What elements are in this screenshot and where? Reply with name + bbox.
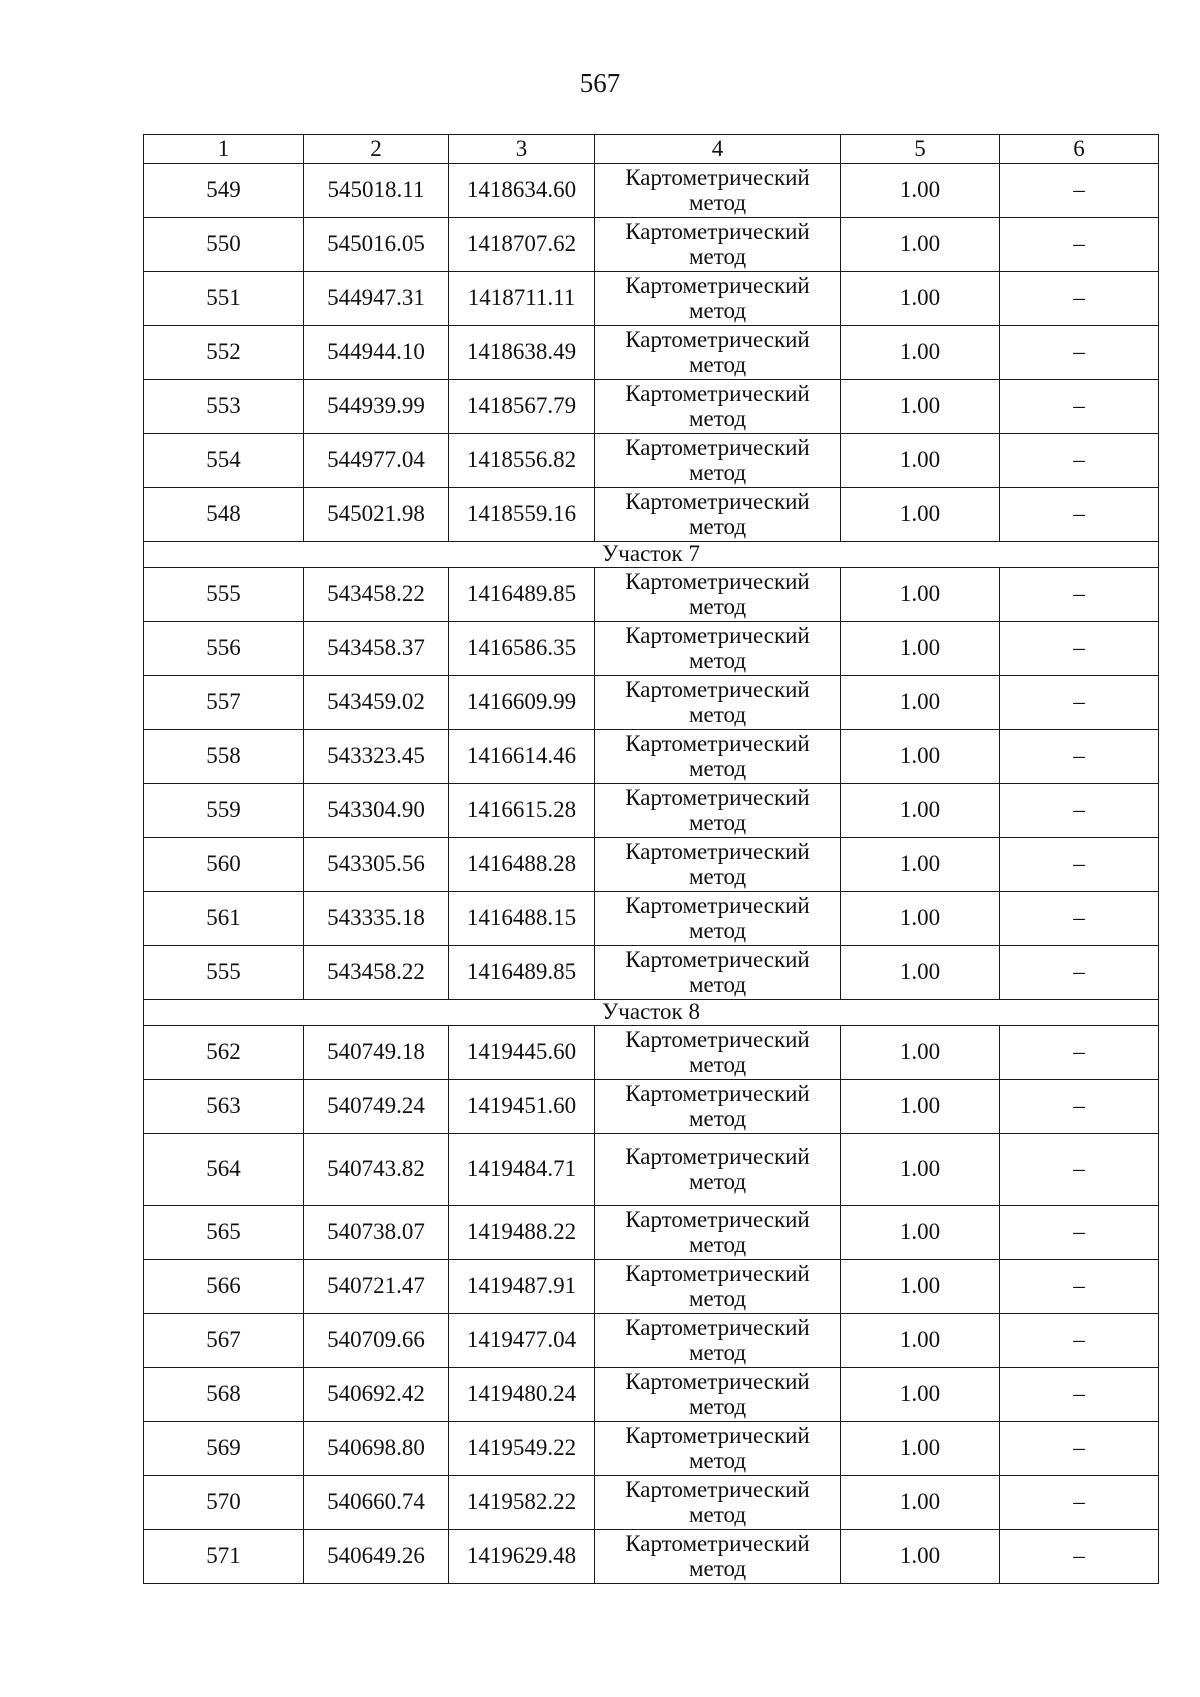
table-row xyxy=(144,326,1159,380)
note-cell: – xyxy=(1000,1260,1159,1314)
y-coordinate-cell: 1419445.60 xyxy=(449,1026,595,1080)
precision-cell: 1.00 xyxy=(841,784,1000,838)
point-number-cell: 562 xyxy=(144,1026,304,1080)
table-row xyxy=(144,1314,1159,1368)
header-cell: 2 xyxy=(304,135,449,164)
method-cell xyxy=(595,622,841,676)
y-coordinate-cell: 1419480.24 xyxy=(449,1368,595,1422)
method-line-1: Картометрический xyxy=(625,1315,810,1341)
note-cell: – xyxy=(1000,1080,1159,1134)
x-coordinate-cell: 545016.05 xyxy=(304,218,449,272)
precision-cell: 1.00 xyxy=(841,1260,1000,1314)
method-cell xyxy=(595,380,841,434)
x-coordinate-cell: 543459.02 xyxy=(304,676,449,730)
note-cell: – xyxy=(1000,784,1159,838)
precision-cell: 1.00 xyxy=(841,164,1000,218)
header-cell: 4 xyxy=(595,135,841,164)
method-cell xyxy=(595,1260,841,1314)
x-coordinate-cell: 543458.22 xyxy=(304,568,449,622)
section-title: Участок 8 xyxy=(144,1000,1159,1026)
y-coordinate-cell: 1418711.11 xyxy=(449,272,595,326)
precision-cell: 1.00 xyxy=(841,730,1000,784)
method-line-2: метод xyxy=(688,1555,747,1581)
table-row xyxy=(144,568,1159,622)
x-coordinate-cell: 540749.24 xyxy=(304,1080,449,1134)
note-cell: – xyxy=(1000,1314,1159,1368)
method-line-1: Картометрический xyxy=(625,1027,810,1053)
y-coordinate-cell: 1418556.82 xyxy=(449,434,595,488)
point-number-cell: 564 xyxy=(144,1134,304,1206)
table-row xyxy=(144,1080,1159,1134)
precision-cell: 1.00 xyxy=(841,1026,1000,1080)
method-line-1: Картометрический xyxy=(625,839,810,865)
method-line-2: метод xyxy=(688,243,747,269)
precision-cell: 1.00 xyxy=(841,380,1000,434)
point-number-cell: 566 xyxy=(144,1260,304,1314)
method-line-1: Картометрический xyxy=(625,1477,810,1503)
method-line-2: метод xyxy=(688,351,747,377)
y-coordinate-cell: 1419549.22 xyxy=(449,1422,595,1476)
x-coordinate-cell: 544944.10 xyxy=(304,326,449,380)
method-line-1: Картометрический xyxy=(625,165,810,191)
y-coordinate-cell: 1418567.79 xyxy=(449,380,595,434)
table-body xyxy=(144,135,1159,1584)
method-line-1: Картометрический xyxy=(625,381,810,407)
note-cell: – xyxy=(1000,1476,1159,1530)
x-coordinate-cell: 543458.22 xyxy=(304,946,449,1000)
method-line-2: метод xyxy=(688,1105,747,1131)
point-number-cell: 563 xyxy=(144,1080,304,1134)
point-number-cell: 568 xyxy=(144,1368,304,1422)
method-line-1: Картометрический xyxy=(625,1081,810,1107)
table-row xyxy=(144,1422,1159,1476)
point-number-cell: 571 xyxy=(144,1530,304,1584)
x-coordinate-cell: 545018.11 xyxy=(304,164,449,218)
method-cell xyxy=(595,272,841,326)
table-row xyxy=(144,380,1159,434)
point-number-cell: 554 xyxy=(144,434,304,488)
precision-cell: 1.00 xyxy=(841,488,1000,542)
table-row xyxy=(144,730,1159,784)
method-line-1: Картометрический xyxy=(625,947,810,973)
y-coordinate-cell: 1416615.28 xyxy=(449,784,595,838)
method-cell xyxy=(595,568,841,622)
table-row xyxy=(144,488,1159,542)
method-line-2: метод xyxy=(688,1447,747,1473)
method-cell xyxy=(595,1422,841,1476)
method-cell xyxy=(595,488,841,542)
point-number-cell: 551 xyxy=(144,272,304,326)
point-number-cell: 550 xyxy=(144,218,304,272)
method-line-1: Картометрический xyxy=(625,489,810,515)
x-coordinate-cell: 540743.82 xyxy=(304,1134,449,1206)
method-line-1: Картометрический xyxy=(625,677,810,703)
method-line-2: метод xyxy=(688,593,747,619)
method-line-1: Картометрический xyxy=(625,785,810,811)
x-coordinate-cell: 540709.66 xyxy=(304,1314,449,1368)
method-line-2: метод xyxy=(688,1393,747,1419)
method-cell xyxy=(595,730,841,784)
method-line-2: метод xyxy=(688,1168,747,1194)
precision-cell: 1.00 xyxy=(841,838,1000,892)
note-cell: – xyxy=(1000,218,1159,272)
precision-cell: 1.00 xyxy=(841,1476,1000,1530)
table-row xyxy=(144,946,1159,1000)
y-coordinate-cell: 1419629.48 xyxy=(449,1530,595,1584)
x-coordinate-cell: 543323.45 xyxy=(304,730,449,784)
method-line-1: Картометрический xyxy=(625,731,810,757)
table-row xyxy=(144,1476,1159,1530)
precision-cell: 1.00 xyxy=(841,326,1000,380)
note-cell: – xyxy=(1000,1026,1159,1080)
method-line-1: Картометрический xyxy=(625,1531,810,1557)
x-coordinate-cell: 545021.98 xyxy=(304,488,449,542)
header-cell: 1 xyxy=(144,135,304,164)
point-number-cell: 552 xyxy=(144,326,304,380)
point-number-cell: 549 xyxy=(144,164,304,218)
y-coordinate-cell: 1419582.22 xyxy=(449,1476,595,1530)
method-line-2: метод xyxy=(688,1051,747,1077)
y-coordinate-cell: 1418638.49 xyxy=(449,326,595,380)
note-cell: – xyxy=(1000,1422,1159,1476)
point-number-cell: 567 xyxy=(144,1314,304,1368)
table-row xyxy=(144,676,1159,730)
method-cell xyxy=(595,218,841,272)
note-cell: – xyxy=(1000,838,1159,892)
method-line-2: метод xyxy=(688,405,747,431)
method-line-2: метод xyxy=(688,755,747,781)
x-coordinate-cell: 543458.37 xyxy=(304,622,449,676)
y-coordinate-cell: 1416488.15 xyxy=(449,892,595,946)
x-coordinate-cell: 543304.90 xyxy=(304,784,449,838)
table-row xyxy=(144,892,1159,946)
method-line-2: метод xyxy=(688,1339,747,1365)
note-cell: – xyxy=(1000,622,1159,676)
method-line-1: Картометрический xyxy=(625,1144,810,1170)
x-coordinate-cell: 544977.04 xyxy=(304,434,449,488)
y-coordinate-cell: 1416489.85 xyxy=(449,568,595,622)
y-coordinate-cell: 1418707.62 xyxy=(449,218,595,272)
method-cell xyxy=(595,946,841,1000)
method-cell xyxy=(595,434,841,488)
table-row xyxy=(144,164,1159,218)
y-coordinate-cell: 1416609.99 xyxy=(449,676,595,730)
method-line-2: метод xyxy=(688,917,747,943)
method-line-2: метод xyxy=(688,459,747,485)
note-cell: – xyxy=(1000,380,1159,434)
note-cell: – xyxy=(1000,568,1159,622)
point-number-cell: 558 xyxy=(144,730,304,784)
method-cell xyxy=(595,676,841,730)
method-line-1: Картометрический xyxy=(625,1207,810,1233)
y-coordinate-cell: 1416489.85 xyxy=(449,946,595,1000)
table-row xyxy=(144,1368,1159,1422)
note-cell: – xyxy=(1000,730,1159,784)
table-row xyxy=(144,434,1159,488)
y-coordinate-cell: 1419484.71 xyxy=(449,1134,595,1206)
point-number-cell: 556 xyxy=(144,622,304,676)
method-line-1: Картометрический xyxy=(625,327,810,353)
y-coordinate-cell: 1419477.04 xyxy=(449,1314,595,1368)
method-line-2: метод xyxy=(688,1501,747,1527)
y-coordinate-cell: 1419451.60 xyxy=(449,1080,595,1134)
precision-cell: 1.00 xyxy=(841,1134,1000,1206)
table-row xyxy=(144,272,1159,326)
method-line-1: Картометрический xyxy=(625,1369,810,1395)
precision-cell: 1.00 xyxy=(841,218,1000,272)
x-coordinate-cell: 540692.42 xyxy=(304,1368,449,1422)
note-cell: – xyxy=(1000,676,1159,730)
x-coordinate-cell: 540721.47 xyxy=(304,1260,449,1314)
page-number: 567 xyxy=(579,68,621,98)
precision-cell: 1.00 xyxy=(841,434,1000,488)
point-number-cell: 553 xyxy=(144,380,304,434)
x-coordinate-cell: 540749.18 xyxy=(304,1026,449,1080)
table-row xyxy=(144,1206,1159,1260)
method-line-2: метод xyxy=(688,1285,747,1311)
precision-cell: 1.00 xyxy=(841,622,1000,676)
method-line-1: Картометрический xyxy=(625,435,810,461)
x-coordinate-cell: 540649.26 xyxy=(304,1530,449,1584)
y-coordinate-cell: 1418634.60 xyxy=(449,164,595,218)
note-cell: – xyxy=(1000,892,1159,946)
method-cell xyxy=(595,1134,841,1206)
section-header-row xyxy=(144,542,1159,568)
method-cell xyxy=(595,164,841,218)
method-cell xyxy=(595,1368,841,1422)
method-line-2: метод xyxy=(688,513,747,539)
x-coordinate-cell: 540738.07 xyxy=(304,1206,449,1260)
method-line-1: Картометрический xyxy=(625,1261,810,1287)
method-line-2: метод xyxy=(688,809,747,835)
x-coordinate-cell: 543335.18 xyxy=(304,892,449,946)
table-row xyxy=(144,784,1159,838)
point-number-cell: 555 xyxy=(144,568,304,622)
header-row xyxy=(144,135,1159,164)
section-title: Участок 7 xyxy=(144,542,1159,568)
precision-cell: 1.00 xyxy=(841,946,1000,1000)
note-cell: – xyxy=(1000,164,1159,218)
note-cell: – xyxy=(1000,1368,1159,1422)
point-number-cell: 548 xyxy=(144,488,304,542)
header-cell: 5 xyxy=(841,135,1000,164)
precision-cell: 1.00 xyxy=(841,1080,1000,1134)
precision-cell: 1.00 xyxy=(841,892,1000,946)
point-number-cell: 565 xyxy=(144,1206,304,1260)
precision-cell: 1.00 xyxy=(841,568,1000,622)
note-cell: – xyxy=(1000,1530,1159,1584)
point-number-cell: 560 xyxy=(144,838,304,892)
note-cell: – xyxy=(1000,272,1159,326)
note-cell: – xyxy=(1000,488,1159,542)
method-cell xyxy=(595,1080,841,1134)
method-line-2: метод xyxy=(688,701,747,727)
section-header-row xyxy=(144,1000,1159,1026)
table-row xyxy=(144,1530,1159,1584)
method-cell xyxy=(595,1206,841,1260)
point-number-cell: 570 xyxy=(144,1476,304,1530)
y-coordinate-cell: 1416488.28 xyxy=(449,838,595,892)
precision-cell: 1.00 xyxy=(841,1368,1000,1422)
method-line-1: Картометрический xyxy=(625,273,810,299)
table-row xyxy=(144,622,1159,676)
precision-cell: 1.00 xyxy=(841,1530,1000,1584)
table-row xyxy=(144,1260,1159,1314)
y-coordinate-cell: 1416586.35 xyxy=(449,622,595,676)
method-cell xyxy=(595,1026,841,1080)
table-row xyxy=(144,1134,1159,1206)
method-line-2: метод xyxy=(688,647,747,673)
x-coordinate-cell: 540660.74 xyxy=(304,1476,449,1530)
method-cell xyxy=(595,1476,841,1530)
point-number-cell: 561 xyxy=(144,892,304,946)
method-cell xyxy=(595,784,841,838)
method-line-1: Картометрический xyxy=(625,569,810,595)
method-line-1: Картометрический xyxy=(625,219,810,245)
precision-cell: 1.00 xyxy=(841,1422,1000,1476)
x-coordinate-cell: 543305.56 xyxy=(304,838,449,892)
note-cell: – xyxy=(1000,1134,1159,1206)
precision-cell: 1.00 xyxy=(841,272,1000,326)
method-line-1: Картометрический xyxy=(625,623,810,649)
y-coordinate-cell: 1416614.46 xyxy=(449,730,595,784)
coordinates-table xyxy=(143,134,1159,1584)
method-line-2: метод xyxy=(688,1231,747,1257)
header-cell: 3 xyxy=(449,135,595,164)
precision-cell: 1.00 xyxy=(841,1206,1000,1260)
method-line-2: метод xyxy=(688,863,747,889)
method-cell xyxy=(595,1530,841,1584)
y-coordinate-cell: 1418559.16 xyxy=(449,488,595,542)
method-cell xyxy=(595,892,841,946)
note-cell: – xyxy=(1000,1206,1159,1260)
x-coordinate-cell: 540698.80 xyxy=(304,1422,449,1476)
method-cell xyxy=(595,838,841,892)
precision-cell: 1.00 xyxy=(841,676,1000,730)
point-number-cell: 555 xyxy=(144,946,304,1000)
point-number-cell: 569 xyxy=(144,1422,304,1476)
note-cell: – xyxy=(1000,326,1159,380)
point-number-cell: 559 xyxy=(144,784,304,838)
table-row xyxy=(144,838,1159,892)
method-line-2: метод xyxy=(688,189,747,215)
table-row xyxy=(144,1026,1159,1080)
method-cell xyxy=(595,1314,841,1368)
note-cell: – xyxy=(1000,434,1159,488)
x-coordinate-cell: 544947.31 xyxy=(304,272,449,326)
y-coordinate-cell: 1419488.22 xyxy=(449,1206,595,1260)
point-number-cell: 557 xyxy=(144,676,304,730)
table-row xyxy=(144,218,1159,272)
header-cell: 6 xyxy=(1000,135,1159,164)
x-coordinate-cell: 544939.99 xyxy=(304,380,449,434)
precision-cell: 1.00 xyxy=(841,1314,1000,1368)
method-line-1: Картометрический xyxy=(625,1423,810,1449)
method-cell xyxy=(595,326,841,380)
note-cell: – xyxy=(1000,946,1159,1000)
y-coordinate-cell: 1419487.91 xyxy=(449,1260,595,1314)
method-line-2: метод xyxy=(688,971,747,997)
method-line-2: метод xyxy=(688,297,747,323)
method-line-1: Картометрический xyxy=(625,893,810,919)
